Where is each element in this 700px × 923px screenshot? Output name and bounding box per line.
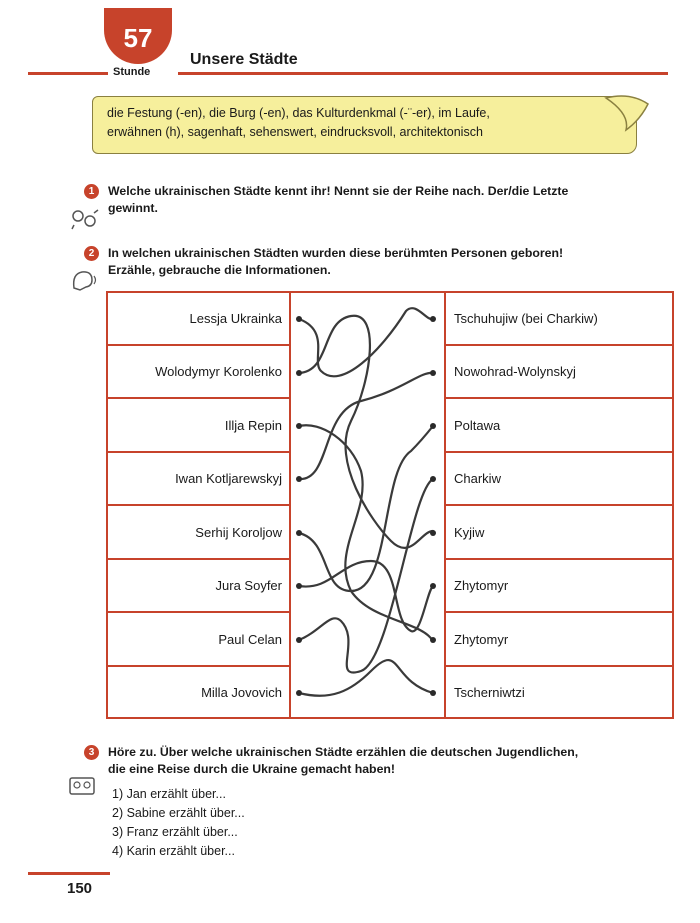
- list-item: 3) Franz erzählt über...: [112, 825, 238, 839]
- city-cell: Kyjiw: [454, 525, 485, 540]
- list-item: 2) Sabine erzählt über...: [112, 806, 245, 820]
- city-cell: Poltawa: [454, 418, 501, 433]
- exercise-3-line-2: die eine Reise durch die Ukraine gemacht haben!: [108, 762, 396, 776]
- list-item: 1) Jan erzählt über...: [112, 787, 226, 801]
- page-number: 150: [67, 880, 93, 897]
- vocabulary-line-1: die Festung (-en), die Burg (-en), das Kulturdenkmal (-¨-er), im Laufe,: [107, 106, 490, 120]
- banner-curl-icon: [600, 90, 652, 134]
- city-cell: Tscherniwtzi: [454, 685, 525, 700]
- city-cell: Zhytomyr: [454, 632, 509, 647]
- vocabulary-banner: [92, 96, 637, 154]
- exercise-2-number: 2: [84, 246, 99, 261]
- cassette-icon: [68, 776, 96, 796]
- speaking-icon: [70, 268, 98, 292]
- lesson-label: Stunde: [113, 66, 151, 78]
- persons-column: [106, 291, 282, 719]
- person-cell: Paul Celan: [218, 632, 282, 647]
- exercise-2-line-1: In welchen ukrainischen Städten wurden diese berühmten Personen geboren!: [108, 246, 564, 260]
- lesson-number-badge: 57: [104, 8, 172, 64]
- exercise-3-number: 3: [84, 745, 99, 760]
- cities-column: [454, 291, 669, 719]
- city-cell: Tschuhujiw (bei Charkiw): [454, 311, 598, 326]
- exercise-1-line-1: Welche ukrainischen Städte kennt ihr! Nennt sie der Reihe nach. Der/die Letzte: [108, 184, 569, 198]
- exercise-2-line-2: Erzähle, gebrauche die Informationen.: [108, 263, 331, 277]
- city-cell: Charkiw: [454, 471, 501, 486]
- person-cell: Lessja Ukrainka: [189, 311, 282, 326]
- list-item: 4) Karin erzählt über...: [112, 844, 235, 858]
- city-cell: Zhytomyr: [454, 578, 509, 593]
- vocabulary-line-2: erwähnen (h), sagenhaft, sehenswert, eindrucksvoll, architektonisch: [107, 125, 483, 139]
- person-cell: Iwan Kotljarewskyj: [175, 471, 282, 486]
- exercise-1-line-2: gewinnt.: [108, 201, 158, 215]
- matching-table: [106, 291, 674, 719]
- header-rule-right: [178, 72, 668, 75]
- exercise-1-text: [108, 183, 568, 217]
- exercise-3-line-1: Höre zu. Über welche ukrainischen Städte erzählen die deutschen Jugendlichen,: [108, 745, 579, 759]
- city-cell: Nowohrad-Wolynskyj: [454, 364, 576, 379]
- tangled-lines: [291, 291, 444, 719]
- person-cell: Wolodymyr Korolenko: [155, 364, 282, 379]
- person-cell: Jura Soyfer: [215, 578, 282, 593]
- group-talk-icon: [70, 208, 100, 230]
- header-rule-left: [28, 72, 108, 75]
- exercise-3-text: [108, 744, 578, 778]
- page-title: Unsere Städte: [190, 51, 298, 68]
- exercise-1-number: 1: [84, 184, 99, 199]
- person-cell: Serhij Koroljow: [195, 525, 282, 540]
- person-cell: Illja Repin: [224, 418, 282, 433]
- footer-rule: [28, 872, 110, 875]
- exercise-2-text: [108, 245, 563, 279]
- person-cell: Milla Jovovich: [201, 685, 282, 700]
